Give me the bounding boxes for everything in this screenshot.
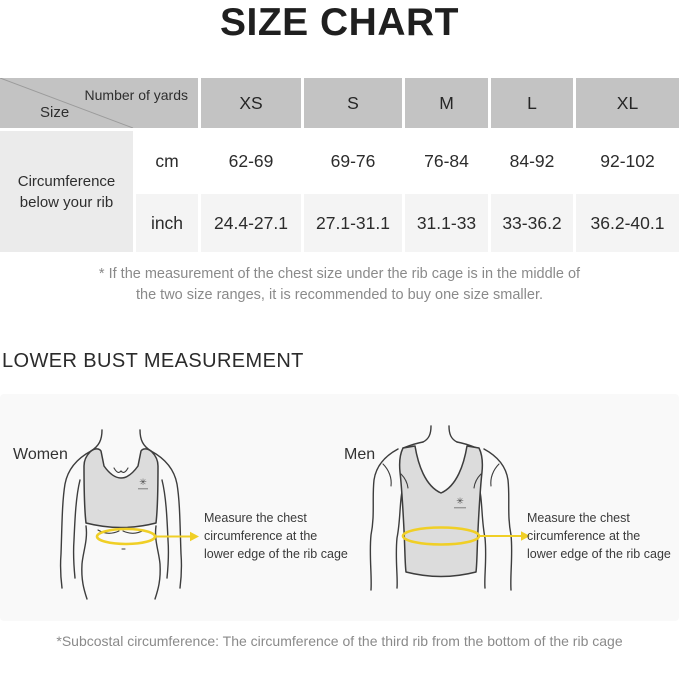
unit-cell-cm: cm [136,131,198,191]
women-measure-arrow-icon [190,532,199,541]
men-figure-illustration [353,420,538,605]
value-inch-s: 27.1-31.1 [304,194,402,252]
women-instruction-line3: lower edge of the rib cage [204,547,348,561]
size-header-m: M [405,78,488,128]
value-inch-xl: 36.2-40.1 [576,194,679,252]
page-title: SIZE CHART [220,1,459,44]
men-instruction-line3: lower edge of the rib cage [527,547,671,561]
subcostal-footnote: *Subcostal circumference: The circumference of the third rib from the bottom of the rib cage [56,633,623,649]
women-instruction-line2: circumference at the [204,529,318,543]
men-instruction-line1: Measure the chest [527,511,630,525]
value-inch-xs: 24.4-27.1 [201,194,301,252]
value-inch-l: 33-36.2 [491,194,573,252]
value-cm-xs: 62-69 [201,131,301,191]
diagonal-divider-line [0,78,198,128]
brand-logo-wordmark [454,507,466,508]
sizing-note-line2: the two size ranges, it is recommended to buy one size smaller. [136,286,543,303]
tank-top-shape [400,446,483,577]
men-measure-instruction [527,509,677,563]
women-measure-ellipse [97,529,155,544]
sizing-note-line1: * If the measurement of the chest size under the rib cage is in the middle of [98,266,581,282]
section-heading: LOWER BUST MEASUREMENT [2,350,304,372]
sizing-note [0,264,679,305]
corner-label-rows: Size [40,104,70,121]
value-cm-l: 84-92 [491,131,573,191]
value-inch-m: 31.1-33 [405,194,488,252]
size-header-l: L [491,78,573,128]
unit-cell-inch: inch [136,194,198,252]
table-corner-cell [0,78,198,128]
brand-logo-icon: ✳ [139,477,147,487]
women-measure-instruction [204,509,354,563]
women-figure-illustration [38,422,208,607]
value-cm-xl: 92-102 [576,131,679,191]
value-cm-m: 76-84 [405,131,488,191]
women-instruction-line1: Measure the chest [204,511,307,525]
size-table [0,78,679,252]
corner-label-columns: Number of yards [84,87,188,103]
men-label: Men [344,446,376,463]
brand-logo-wordmark [138,488,148,489]
brand-logo-icon: ✳ [456,496,464,506]
measurement-diagram-card [0,394,679,621]
row-label-circumference: Circumference below your rib [0,131,133,252]
women-label: Women [13,446,68,463]
value-cm-s: 69-76 [304,131,402,191]
men-instruction-line2: circumference at the [527,529,641,543]
size-header-xl: XL [576,78,679,128]
size-header-s: S [304,78,402,128]
size-header-xs: XS [201,78,301,128]
